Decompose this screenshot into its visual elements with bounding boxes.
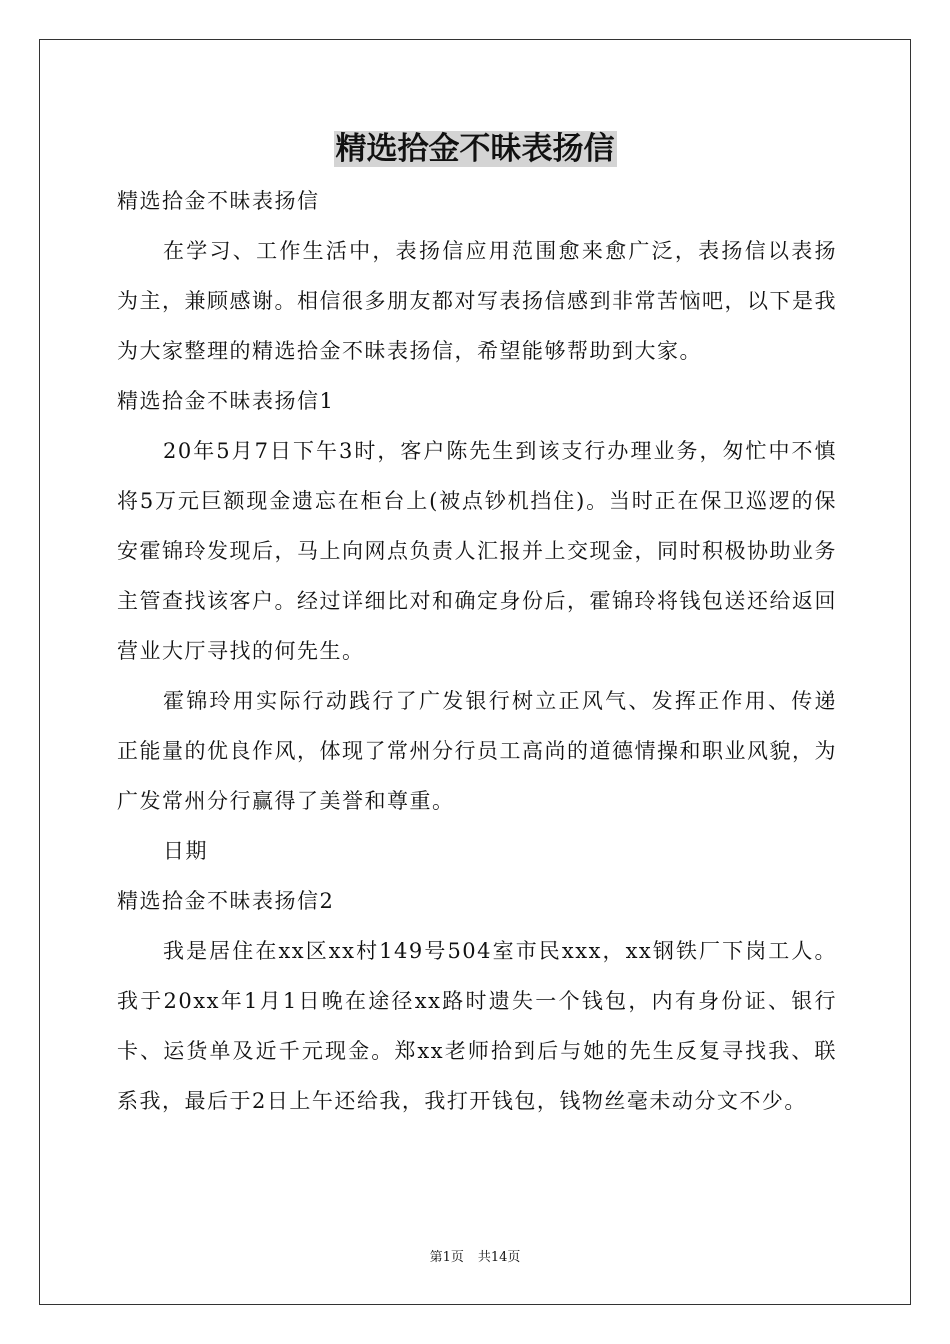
page-number: 第1页: [429, 1250, 464, 1265]
document-title: [0, 126, 950, 172]
body-paragraph: 我是居住在xx区xx村149号504室市民xxx，xx钢铁厂下岗工人。我于20xx年1月1日晚在途径xx路时遗失一个钱包，内有身份证、银行卡、运货单及近千元现金。郑xx老师拾到后与她的先生反复寻找我、联系我，最后于2日上午还给我，我打开钱包，钱物丝毫未动分文不少。: [117, 939, 837, 1113]
document-title-text: 精选拾金不昧表扬信: [335, 131, 615, 167]
body-paragraph: 在学习、工作生活中，表扬信应用范围愈来愈广泛，表扬信以表扬为主，兼顾感谢。相信很多朋友都对写表扬信感到非常苦恼吧，以下是我为大家整理的精选拾金不昧表扬信，希望能够帮助到大家。: [117, 239, 837, 363]
section-heading: 精选拾金不昧表扬信: [117, 189, 320, 213]
body-paragraph: 日期: [163, 839, 208, 863]
page-footer: [0, 1246, 950, 1265]
document-body: [117, 176, 837, 1126]
body-paragraph: 霍锦玲用实际行动践行了广发银行树立正风气、发挥正作用、传递正能量的优良作风，体现了常州分行员工高尚的道德情操和职业风貌，为广发常州分行赢得了美誉和尊重。: [117, 689, 837, 813]
section-heading: 精选拾金不昧表扬信1: [117, 389, 335, 413]
page-total: 共14页: [477, 1250, 521, 1265]
section-heading: 精选拾金不昧表扬信2: [117, 889, 335, 913]
body-paragraph: 20年5月7日下午3时，客户陈先生到该支行办理业务，匆忙中不慎将5万元巨额现金遗忘在柜台上(被点钞机挡住)。当时正在保卫巡逻的保安霍锦玲发现后，马上向网点负责人汇报并上交现金，同时积极协助业务主管查找该客户。经过详细比对和确定身份后，霍锦玲将钱包送还给返回营业大厅寻找的何先生。: [117, 439, 837, 663]
